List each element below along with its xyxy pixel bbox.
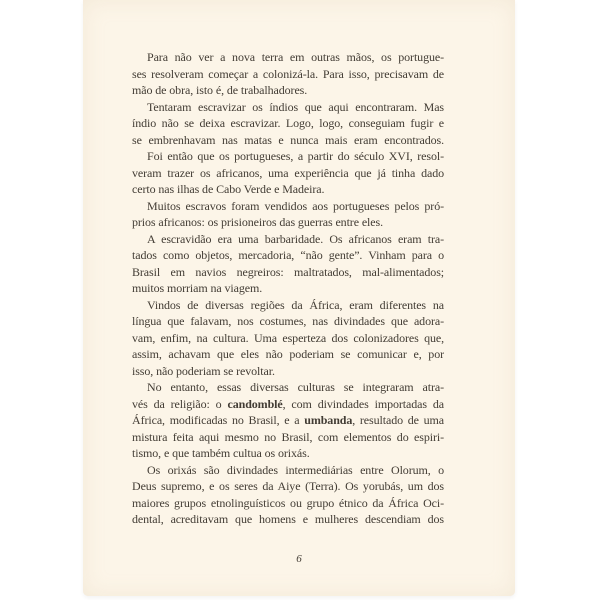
text-line: A escravidão era uma barbaridade. Os africanos eram tra- (147, 231, 444, 246)
text-line: Foi então que os portugueses, a partir do século XVI, resol- (147, 149, 444, 163)
text-line: veram trazer os africanos, uma experiência que já tinha dado (132, 165, 444, 180)
text-line: isso, não poderiam se revoltar. (132, 363, 275, 378)
bold-term-candomble: candomblé (227, 396, 283, 411)
text-line: maiores grupos etnolinguísticos ou grupo étnico da África Oci- (132, 495, 444, 510)
paragraph (132, 297, 444, 380)
paragraph (132, 99, 444, 149)
paragraph (132, 379, 444, 462)
paragraph (132, 49, 444, 99)
text-line: Tentaram escravizar os índios que aqui encontraram. Mas (147, 99, 444, 114)
text-line: Muitos escravos foram vendidos aos portugueses pelos pró- (147, 198, 444, 213)
text-line (132, 412, 444, 429)
text-line: muitos morriam na viagem. (132, 281, 263, 295)
text-line: assim, achavam que eles não poderiam se comunicar e, por (132, 347, 444, 361)
text-line: Brasil em navios negreiros: maltratados, mal-alimentados; (132, 264, 444, 279)
text-line: dental, acreditavam que homens e mulheres descendiam dos (132, 512, 444, 526)
text-segment: vés da religião: o (132, 396, 228, 411)
text-line: Os orixás são divindades intermediárias entre Olorum, o (147, 462, 444, 477)
text-line: mão de obra, isto é, de trabalhadores. (132, 83, 308, 97)
text-line (132, 396, 444, 413)
text-block (132, 49, 444, 528)
text-segment: , resultado de uma (352, 413, 444, 427)
text-segment: África, modificadas no Brasil, e a (132, 413, 305, 427)
bold-term-umbanda: umbanda (304, 413, 353, 427)
text-line: Vindos de diversas regiões da África, eram diferentes na (147, 297, 444, 312)
text-line: Para não ver a nova terra em outras mãos, os portugue- (147, 50, 444, 64)
text-line: prios africanos: os prisioneiros das guerras entre eles. (132, 215, 383, 229)
book-page (83, 0, 515, 596)
paragraph (132, 148, 444, 198)
text-line: No entanto, essas diversas culturas se integraram atra- (147, 380, 444, 394)
text-line: ses resolveram começar a colonizá-la. Para isso, precisavam de (132, 66, 444, 81)
text-segment: , com divindades importadas da (282, 396, 444, 411)
paragraph (132, 231, 444, 297)
page-number: 6 (296, 553, 302, 565)
text-line: Deus supremo, e os seres da Aiye (Terra). Os yorubás, um dos (132, 479, 444, 493)
text-line: índio não se deixa escravizar. Logo, logo, conseguiam fugir e (132, 116, 444, 130)
text-line: língua que falavam, nos costumes, nas divindades que adora- (132, 314, 444, 328)
text-line: mistura feita aqui mesmo no Brasil, com elementos do espiri- (132, 429, 444, 444)
text-line: vam, enfim, na cultura. Uma esperteza dos colonizadores que, (132, 330, 444, 345)
paragraph (132, 462, 444, 528)
text-line: tados como objetos, mercadoria, “não gente”. Vinham para o (132, 248, 444, 262)
text-line: se embrenhavam nas matas e nunca mais eram encontrados. (132, 132, 444, 147)
paragraph (132, 198, 444, 231)
text-line: tismo, e que também cultua os orixás. (132, 446, 310, 460)
text-line: certo nas ilhas de Cabo Verde e Madeira. (132, 182, 325, 196)
